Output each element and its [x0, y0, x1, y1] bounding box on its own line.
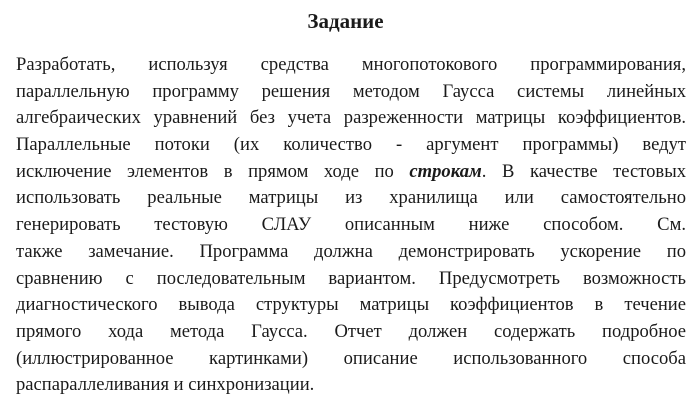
- text-line: прямого хода метода Гаусса. Отчет должен содержать подробное: [16, 320, 686, 342]
- task-description: [16, 52, 686, 399]
- text-line: сравнению с последовательным вариантом. Предусмотреть возможность: [16, 267, 686, 289]
- text-line: диагностического вывода структуры матрицы коэффициентов в течение: [16, 294, 686, 316]
- text-line: параллельную программу решения методом Гаусса системы линейных: [16, 80, 686, 102]
- text-line: Разработать, используя средства многопотокового программирования,: [16, 54, 686, 75]
- text-line: (иллюстрированное картинками) описание использованного способа: [16, 347, 686, 369]
- text-line: использовать реальные матрицы из хранилища или самостоятельно: [16, 187, 686, 209]
- text-segment: . В качестве тестовых: [481, 160, 686, 182]
- text-line: алгебраических уравнений без учета разреженности матрицы коэффициентов.: [16, 107, 686, 129]
- document-title: Задание: [307, 9, 384, 33]
- text-line-with-emphasis: [16, 159, 686, 186]
- text-line: также замечание. Программа должна демонстрировать ускорение по: [16, 240, 686, 262]
- emphasized-word: строкам: [409, 160, 482, 182]
- text-line: Параллельные потоки (их количество - аргумент программы) ведут: [16, 134, 686, 156]
- text-line: генерировать тестовую СЛАУ описанным ниже способом. См.: [16, 214, 686, 236]
- text-line-last: распараллеливания и синхронизации.: [16, 374, 315, 396]
- text-segment: исключение элементов в прямом ходе по: [16, 160, 410, 182]
